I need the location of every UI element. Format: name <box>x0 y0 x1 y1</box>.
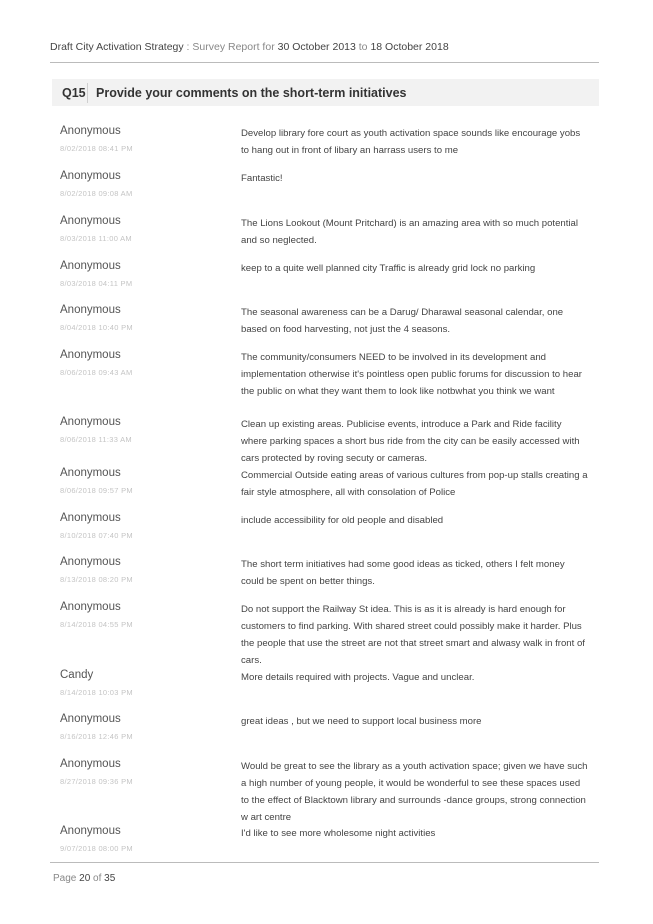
respondent-name: Anonymous <box>60 170 121 182</box>
date-to: 18 October 2018 <box>370 41 449 53</box>
date-from: 30 October 2013 <box>277 41 356 53</box>
response-comment: The seasonal awareness can be a Darug/ Dharawal seasonal calendar, one based on food harvesting, not just the 4 seasons. <box>241 307 564 335</box>
response-timestamp: 8/02/2018 08:41 PM <box>60 144 133 153</box>
response-timestamp: 8/03/2018 11:00 AM <box>60 234 132 243</box>
response-comment: The Lions Lookout (Mount Pritchard) is an amazing area with so much potential and so neglected. <box>241 218 579 246</box>
report-title: Draft City Activation Strategy <box>50 41 184 53</box>
question-title: Provide your comments on the short-term initiatives <box>96 85 407 100</box>
report-subtitle: Survey Report for <box>192 41 278 53</box>
header-divider <box>50 62 599 63</box>
total-pages: 35 <box>104 873 116 884</box>
date-to-word: to <box>355 41 371 53</box>
respondent-name: Anonymous <box>60 758 121 770</box>
footer-divider <box>50 862 599 863</box>
response-comment: Clean up existing areas. Publicise events, introduce a Park and Ride facility where parking spaces a short bus ride from the city can be easily accessed with cars protected by roving secuty or cameras. <box>241 419 580 464</box>
respondent-name: Anonymous <box>60 260 121 272</box>
page-number: 20 <box>79 873 91 884</box>
response-timestamp: 8/06/2018 11:33 AM <box>60 435 132 444</box>
response-comment: include accessibility for old people and disabled <box>241 515 444 526</box>
respondent-name: Anonymous <box>60 713 121 725</box>
response-timestamp: 8/27/2018 09:36 PM <box>60 777 133 786</box>
response-comment: The short term initiatives had some good ideas as ticked, others I felt money could be spent on better things. <box>241 559 565 587</box>
response-comment: Do not support the Railway St idea. This is as it is already is hard enough for customers to find parking. With shared street could possibly make it harder. Plus the people that use the street are not that street smart and alwasy walk in front of cars. <box>241 604 585 666</box>
page-header <box>50 41 598 53</box>
response-comment: The community/consumers NEED to be involved in its development and implementation otherwise it's pointless open public forums for discussion to hear the public on what they want them to look like notbwhat you think we want <box>241 352 582 397</box>
response-comment: Develop library fore court as youth activation space sounds like encourage yobs to hang out in front of libary an harrass users to me <box>241 128 581 156</box>
respondent-name: Anonymous <box>60 467 121 479</box>
respondent-name: Anonymous <box>60 556 121 568</box>
page-footer <box>53 873 115 884</box>
respondent-name: Anonymous <box>60 349 121 361</box>
response-timestamp: 8/13/2018 08:20 PM <box>60 575 133 584</box>
respondent-name: Anonymous <box>60 416 121 428</box>
respondent-name: Candy <box>60 669 94 681</box>
response-comment: I'd like to see more wholesome night activities <box>241 828 436 839</box>
of-label: of <box>90 873 105 884</box>
response-timestamp: 8/06/2018 09:57 PM <box>60 486 133 495</box>
response-comment: great ideas , but we need to support local business more <box>241 716 482 727</box>
respondent-name: Anonymous <box>60 512 121 524</box>
response-comment: Would be great to see the library as a youth activation space; given we have such a high number of young people, it would be wonderful to see these spaces used to the effect of Blacktown library and surrounds -dance groups, strong connection w art centre <box>241 761 588 823</box>
response-comment: More details required with projects. Vague and unclear. <box>241 672 475 683</box>
response-timestamp: 8/16/2018 12:46 PM <box>60 732 133 741</box>
response-timestamp: 8/03/2018 04:11 PM <box>60 279 133 288</box>
respondent-name: Anonymous <box>60 825 121 837</box>
respondent-name: Anonymous <box>60 215 121 227</box>
response-timestamp: 9/07/2018 08:00 PM <box>60 844 133 853</box>
response-timestamp: 8/10/2018 07:40 PM <box>60 531 133 540</box>
response-timestamp: 8/14/2018 10:03 PM <box>60 688 133 697</box>
response-timestamp: 8/02/2018 09:08 AM <box>60 189 133 198</box>
respondent-name: Anonymous <box>60 601 121 613</box>
response-comment: Commercial Outside eating areas of various cultures from pop-up stalls creating a fair style atmosphere, all with consolation of Police <box>241 470 588 498</box>
question-bar <box>52 79 599 106</box>
respondent-name: Anonymous <box>60 125 121 137</box>
page-label: Page <box>53 873 80 884</box>
question-number: Q15 <box>52 83 88 103</box>
response-timestamp: 8/14/2018 04:55 PM <box>60 620 133 629</box>
header-separator: : <box>183 41 193 53</box>
response-comment: Fantastic! <box>241 173 283 184</box>
response-comment: keep to a quite well planned city Traffic is already grid lock no parking <box>241 263 536 274</box>
respondent-name: Anonymous <box>60 304 121 316</box>
response-timestamp: 8/06/2018 09:43 AM <box>60 368 133 377</box>
response-timestamp: 8/04/2018 10:40 PM <box>60 323 133 332</box>
